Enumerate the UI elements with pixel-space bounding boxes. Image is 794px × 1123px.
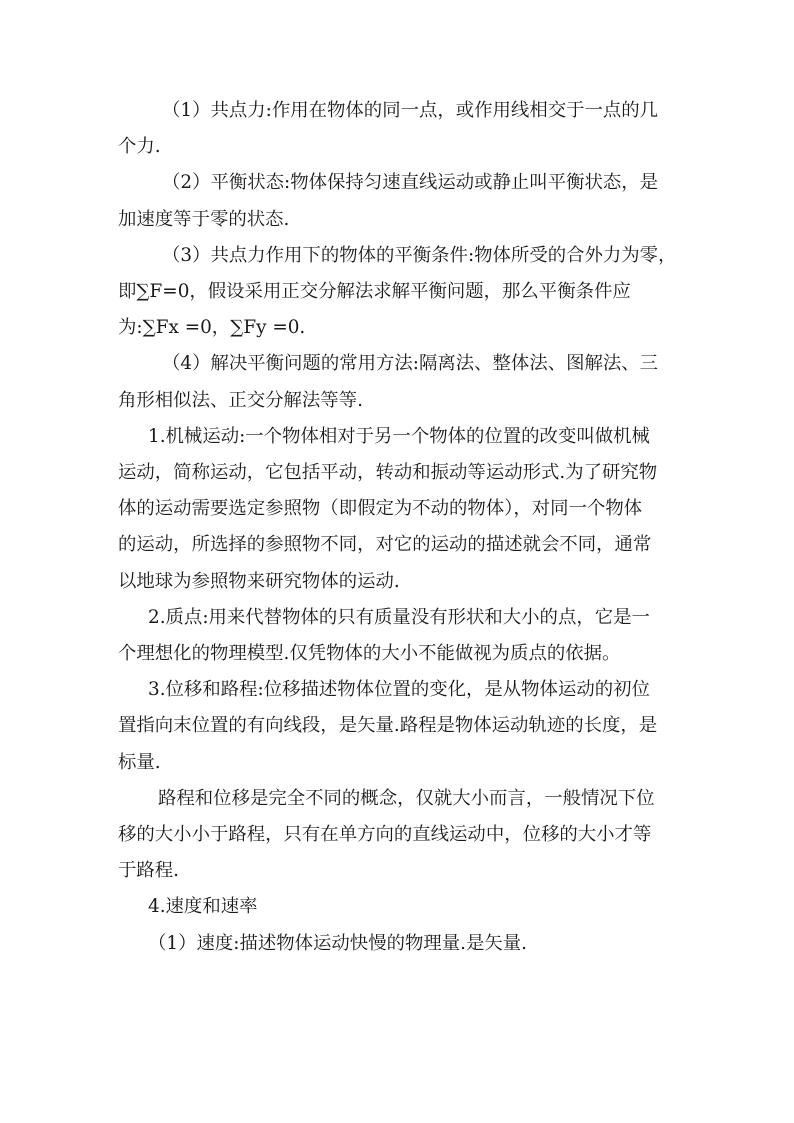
text-line: （4）解决平衡问题的常用方法:隔离法、整体法、图解法、三 [162, 353, 659, 375]
paragraph-velocity [118, 926, 678, 962]
text-line: 的运动，所选择的参照物不同，对它的运动的描述就会不同，通常 [118, 534, 652, 556]
text-line: 1.机械运动:一个物体相对于另一个物体的位置的改变叫做机械 [148, 425, 650, 447]
paragraph-distance-vs-displacement [118, 781, 678, 890]
text-line: 体的运动需要选定参照物（即假定为不动的物体），对同一个物体 [118, 498, 643, 520]
text-line: 以地球为参照物来研究物体的运动. [118, 570, 400, 592]
text-line: （1）速度:描述物体运动快慢的物理量.是矢量. [148, 932, 528, 954]
text-line: 个力. [118, 136, 161, 158]
heading-velocity-speed [118, 889, 678, 925]
paragraph-equilibrium-condition [118, 238, 678, 347]
paragraph-mechanical-motion [118, 419, 678, 600]
text-line: （1）共点力:作用在物体的同一点，或作用线相交于一点的几 [162, 100, 659, 121]
text-line: 于路程. [118, 860, 180, 882]
text-line: 运动，简称运动，它包括平动，转动和振动等运动形式.为了研究物 [118, 462, 658, 484]
paragraph-displacement-distance [118, 672, 678, 781]
text-line: 2.质点:用来代替物体的只有质量没有形状和大小的点，它是一 [148, 606, 650, 628]
text-line: 路程和位移是完全不同的概念，仅就大小而言，一般情况下位 [158, 787, 655, 809]
text-line: 3.位移和路程:位移描述物体位置的变化，是从物体运动的初位 [148, 679, 650, 701]
text-line: 即∑F=0，假设采用正交分解法求解平衡问题，那么平衡条件应 [118, 281, 631, 303]
text-line: 加速度等于零的状态. [118, 208, 290, 230]
paragraph-equilibrium-state [118, 165, 678, 237]
paragraph-point-mass [118, 600, 678, 672]
text-line: 标量. [118, 751, 161, 773]
paragraph-concurrent-force [118, 93, 678, 165]
text-line: 移的大小小于路程，只有在单方向的直线运动中，位移的大小才等 [118, 824, 652, 846]
text-line: （2）平衡状态:物体保持匀速直线运动或静止叫平衡状态，是 [162, 172, 659, 194]
text-line: 个理想化的物理模型.仅凭物体的大小不能做视为质点的依据。 [118, 643, 621, 665]
text-line: 4.速度和速率 [148, 896, 258, 918]
paragraph-common-methods [118, 346, 678, 418]
text-line: 角形相似法、正交分解法等等. [118, 389, 363, 411]
document-body [118, 93, 678, 962]
text-line: 置指向末位置的有向线段，是矢量.路程是物体运动轨迹的长度，是 [118, 715, 658, 737]
text-line: （3）共点力作用下的物体的平衡条件:物体所受的合外力为零， [162, 244, 677, 266]
text-line: 为:∑Fx =0，∑Fy =0. [118, 317, 306, 339]
